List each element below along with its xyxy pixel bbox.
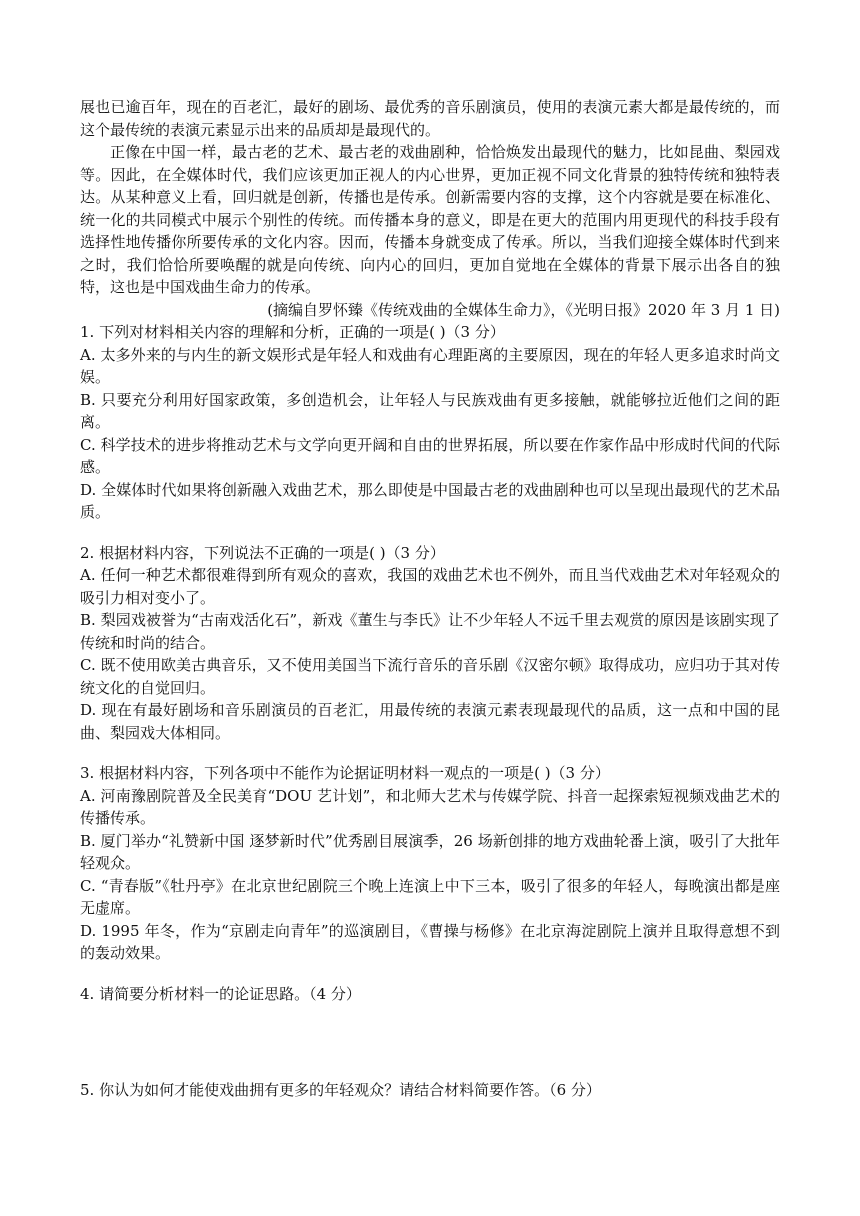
- option-d: D. 全媒体时代如果将创新融入戏曲艺术，那么即使是中国最古老的戏曲剧种也可以呈现出最现代的艺术品质。: [80, 480, 780, 521]
- option-d: D. 1995 年冬，作为“京剧走向青年”的巡演剧目，《曹操与杨修》在北京海淀剧院上演并且取得意想不到的轰动效果。: [80, 921, 780, 962]
- answer-space: [80, 1005, 780, 1079]
- passage-source: (摘编自罗怀臻《传统戏曲的全媒体生命力》，《光明日报》2020 年 3 月 1 日): [267, 300, 780, 319]
- option-a: A. 任何一种艺术都很难得到所有观众的喜欢，我国的戏曲艺术也不例外，而且当代戏曲艺术对年轻观众的吸引力相对变小了。: [80, 566, 780, 607]
- question-title: 3. 根据材料内容，下列各项中不能作为论据证明材料一观点的一项是( )（3 分）: [80, 764, 610, 782]
- question-1: [80, 321, 780, 524]
- option-a: A. 河南豫剧院普及全民美育“DOU 艺计划”，和北师大艺术与传媒学院、抖音一起探索短视频戏曲艺术的传播传承。: [80, 786, 780, 827]
- option-b: B. 厦门举办“礼赞新中国 逐梦新时代”优秀剧目展演季，26 场新创排的地方戏曲轮番上演，吸引了大批年轻观众。: [80, 831, 780, 872]
- option-c: C. 科学技术的进步将推动艺术与文学向更开阔和自由的世界拓展，所以要在作家作品中形成时代间的代际感。: [80, 435, 780, 476]
- question-title: 1. 下列对材料相关内容的理解和分析，正确的一项是( )（3 分）: [80, 323, 505, 341]
- option-a: A. 太多外来的与内生的新文娱形式是年轻人和戏曲有心理距离的主要原因，现在的年轻人更多追求时尚文娱。: [80, 345, 780, 386]
- question-4: [80, 983, 780, 1006]
- question-5: [80, 1079, 780, 1102]
- passage-paragraph-2: 正像在中国一样，最古老的艺术、最古老的戏曲剧种，恰恰焕发出最现代的魅力，比如昆曲、梨园戏等。因此，在全媒体时代，我们应该更加正视人的内心世界，更加正视不同文化背景的独特传统和独特表达。从某种意义上看，回归就是创新，传播也是传承。创新需要内容的支撑，这个内容就是要在标准化、统一化的共同模式中展示个别性的传统。而传播本身的意义，即是在更大的范围内用更现代的科技手段有选择性地传播你所要传承的文化内容。因而，传播本身就变成了传承。所以，当我们迎接全媒体时代到来之时，我们恰恰所要唤醒的就是向传统、向内心的回归，更加自觉地在全媒体的背景下展示出各自的独特，这也是中国戏曲生命力的传承。: [80, 143, 780, 296]
- question-title: 5. 你认为如何才能使戏曲拥有更多的年轻观众？请结合材料简要作答。（6 分）: [80, 1081, 601, 1099]
- option-c: C. 既不使用欧美古典音乐，又不使用美国当下流行音乐的音乐剧《汉密尔顿》取得成功，应归功于其对传统文化的自觉回归。: [80, 656, 780, 697]
- question-2: [80, 542, 780, 745]
- question-title: 4. 请简要分析材料一的论证思路。（4 分）: [80, 984, 361, 1003]
- passage-paragraph-1: 展也已逾百年，现在的百老汇，最好的剧场、最优秀的音乐剧演员，使用的表演元素大都是最传统的，而这个最传统的表演元素显示出来的品质却是最现代的。: [80, 98, 780, 139]
- option-d: D. 现在有最好剧场和音乐剧演员的百老汇，用最传统的表演元素表现最现代的品质，这一点和中国的昆曲、梨园戏大体相同。: [80, 701, 780, 742]
- question-3: [80, 762, 780, 965]
- option-b: B. 只要充分利用好国家政策，多创造机会，让年轻人与民族戏曲有更多接触，就能够拉近他们之间的距离。: [80, 390, 780, 431]
- question-title: 2. 根据材料内容，下列说法不正确的一项是( )（3 分）: [80, 543, 445, 562]
- option-c: C. “青春版”《牡丹亭》在北京世纪剧院三个晚上连演上中下三本，吸引了很多的年轻人，每晚演出都是座无虚席。: [80, 876, 780, 917]
- option-b: B. 梨园戏被誉为“古南戏活化石”，新戏《董生与李氏》让不少年轻人不远千里去观赏的原因是该剧实现了传统和时尚的结合。: [80, 611, 780, 652]
